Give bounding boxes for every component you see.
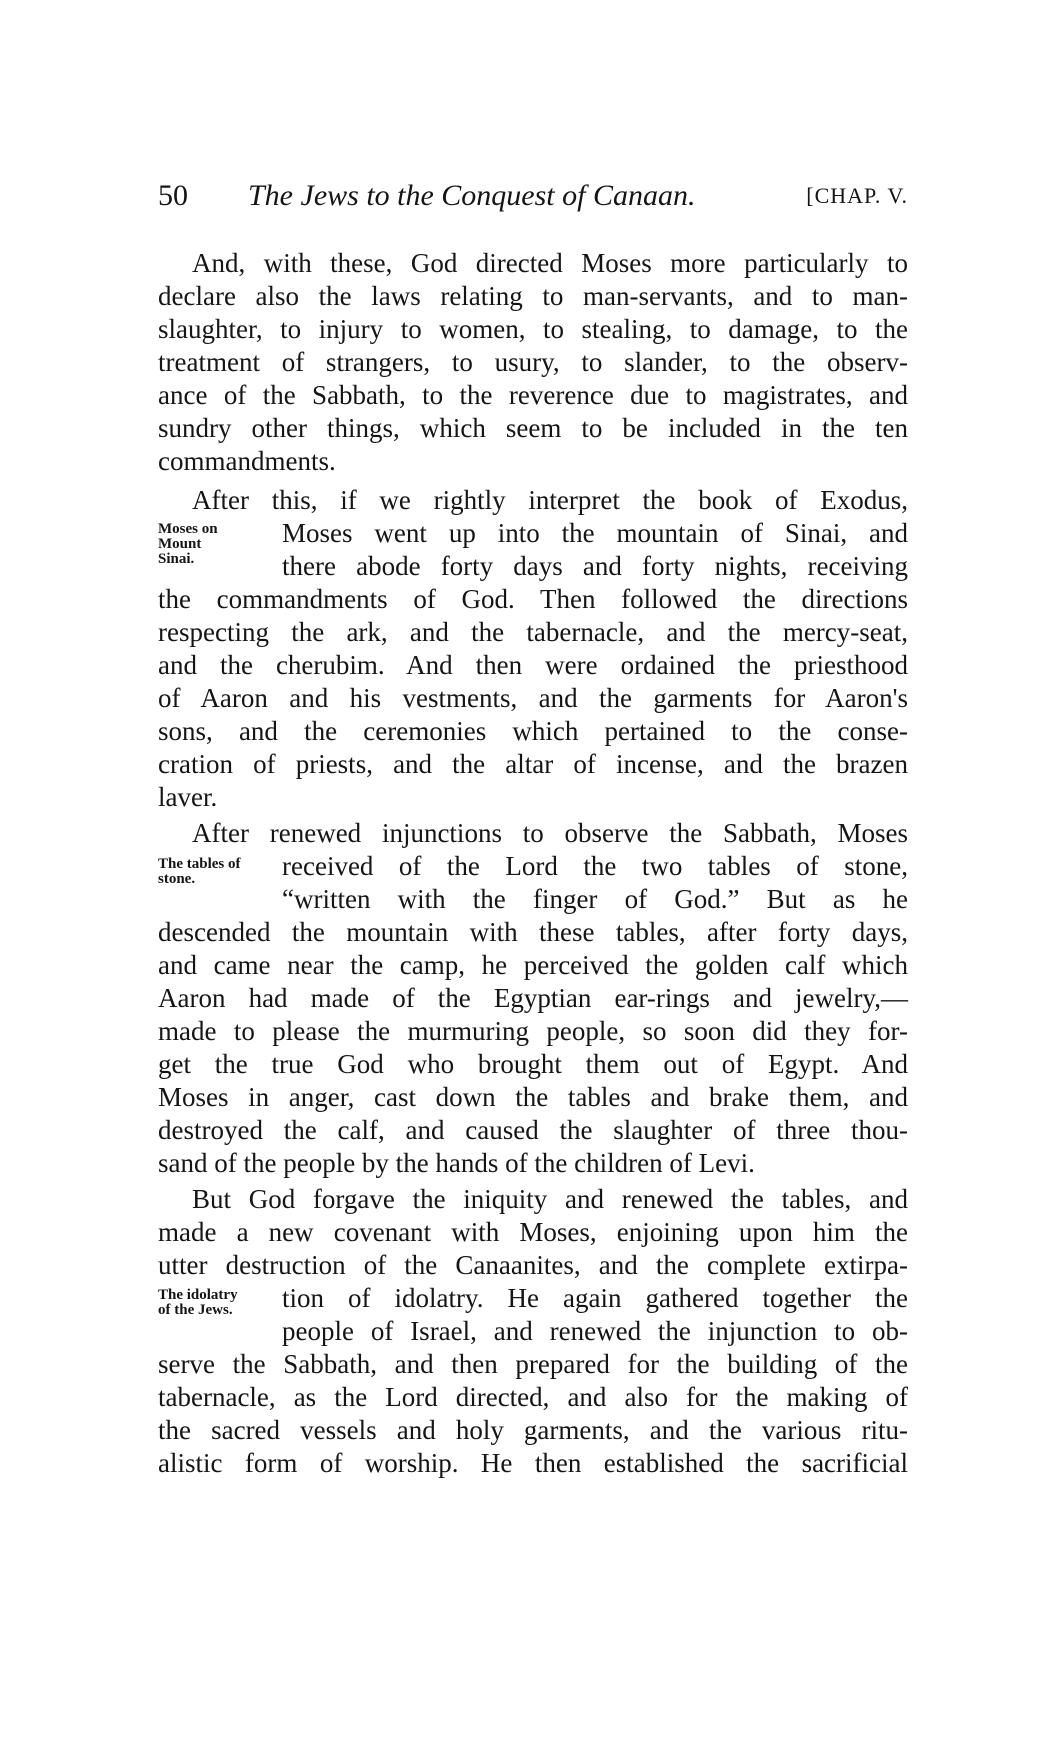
margin-note-line: stone. — [158, 871, 196, 887]
text-line: treatment of strangers, to usury, to slander, to the observ- — [158, 347, 908, 377]
text-line: “written with the finger of God.” But as he — [282, 884, 908, 914]
text-line: slaughter, to injury to women, to stealing, to damage, to the — [158, 314, 908, 344]
text-line: Moses went up into the mountain of Sinai, and — [282, 518, 908, 548]
text-line: people of Israel, and renewed the injunction to ob- — [282, 1316, 908, 1346]
margin-note-line: The tables of — [158, 856, 241, 872]
running-title: The Jews to the Conquest of Canaan. — [248, 179, 696, 212]
text-line: sand of the people by the hands of the children of Levi. — [158, 1148, 755, 1178]
text-line: cration of priests, and the altar of incense, and the brazen — [158, 749, 908, 779]
text-line: the commandments of God. Then followed the directions — [158, 584, 908, 614]
text-line: tabernacle, as the Lord directed, and also for the making of — [158, 1382, 908, 1412]
margin-note-line: Sinai. — [158, 551, 195, 567]
margin-note-tables-of-stone — [158, 857, 276, 887]
text-line: get the true God who brought them out of Egypt. And — [158, 1049, 908, 1079]
text-line: there abode forty days and forty nights, receiving — [282, 551, 908, 581]
margin-note-line: Mount — [158, 536, 202, 552]
text-line: destroyed the calf, and caused the slaughter of three thou- — [158, 1115, 908, 1145]
margin-note-idolatry-of-the-jews — [158, 1288, 276, 1318]
text-line: made a new covenant with Moses, enjoining upon him the — [158, 1217, 908, 1247]
text-line: Moses in anger, cast down the tables and brake them, and — [158, 1082, 908, 1112]
text-line: declare also the laws relating to man-servants, and to man- — [158, 281, 908, 311]
text-line: and came near the camp, he perceived the golden calf which — [158, 950, 908, 980]
text-line: serve the Sabbath, and then prepared for the building of the — [158, 1349, 908, 1379]
text-line: Aaron had made of the Egyptian ear-rings and jewelry,— — [158, 983, 908, 1013]
text-line: And, with these, God directed Moses more particularly to — [192, 248, 908, 278]
running-head — [158, 176, 908, 216]
text-line: descended the mountain with these tables, after forty days, — [158, 917, 908, 947]
margin-note-line: of the Jews. — [158, 1302, 233, 1318]
text-line: sons, and the ceremonies which pertained to the conse- — [158, 716, 908, 746]
margin-note-moses-on-mount-sinai — [158, 522, 276, 567]
text-line: alistic form of worship. He then established the sacrificial — [158, 1448, 908, 1478]
text-line: tion of idolatry. He again gathered together the — [282, 1283, 908, 1313]
text-line: ance of the Sabbath, to the reverence due to magistrates, and — [158, 380, 908, 410]
text-line: and the cherubim. And then were ordained the priesthood — [158, 650, 908, 680]
text-line: received of the Lord the two tables of stone, — [282, 851, 908, 881]
text-line: sundry other things, which seem to be included in the ten — [158, 413, 908, 443]
text-line: the sacred vessels and holy garments, and the various ritu- — [158, 1415, 908, 1445]
page-number: 50 — [158, 179, 188, 212]
margin-note-line: Moses on — [158, 521, 218, 537]
chapter-label: [CHAP. V. — [806, 183, 908, 208]
text-line: utter destruction of the Canaanites, and the complete extirpa- — [158, 1250, 908, 1280]
text-line: respecting the ark, and the tabernacle, and the mercy-seat, — [158, 617, 908, 647]
margin-note-line: The idolatry — [158, 1287, 238, 1303]
text-line: commandments. — [158, 446, 336, 476]
text-line: But God forgave the iniquity and renewed the tables, and — [192, 1184, 908, 1214]
text-line: made to please the murmuring people, so soon did they for- — [158, 1016, 908, 1046]
text-line: of Aaron and his vestments, and the garments for Aaron's — [158, 683, 908, 713]
text-line: laver. — [158, 782, 218, 812]
text-line: After this, if we rightly interpret the book of Exodus, — [192, 485, 908, 515]
text-line: After renewed injunctions to observe the Sabbath, Moses — [192, 818, 908, 848]
